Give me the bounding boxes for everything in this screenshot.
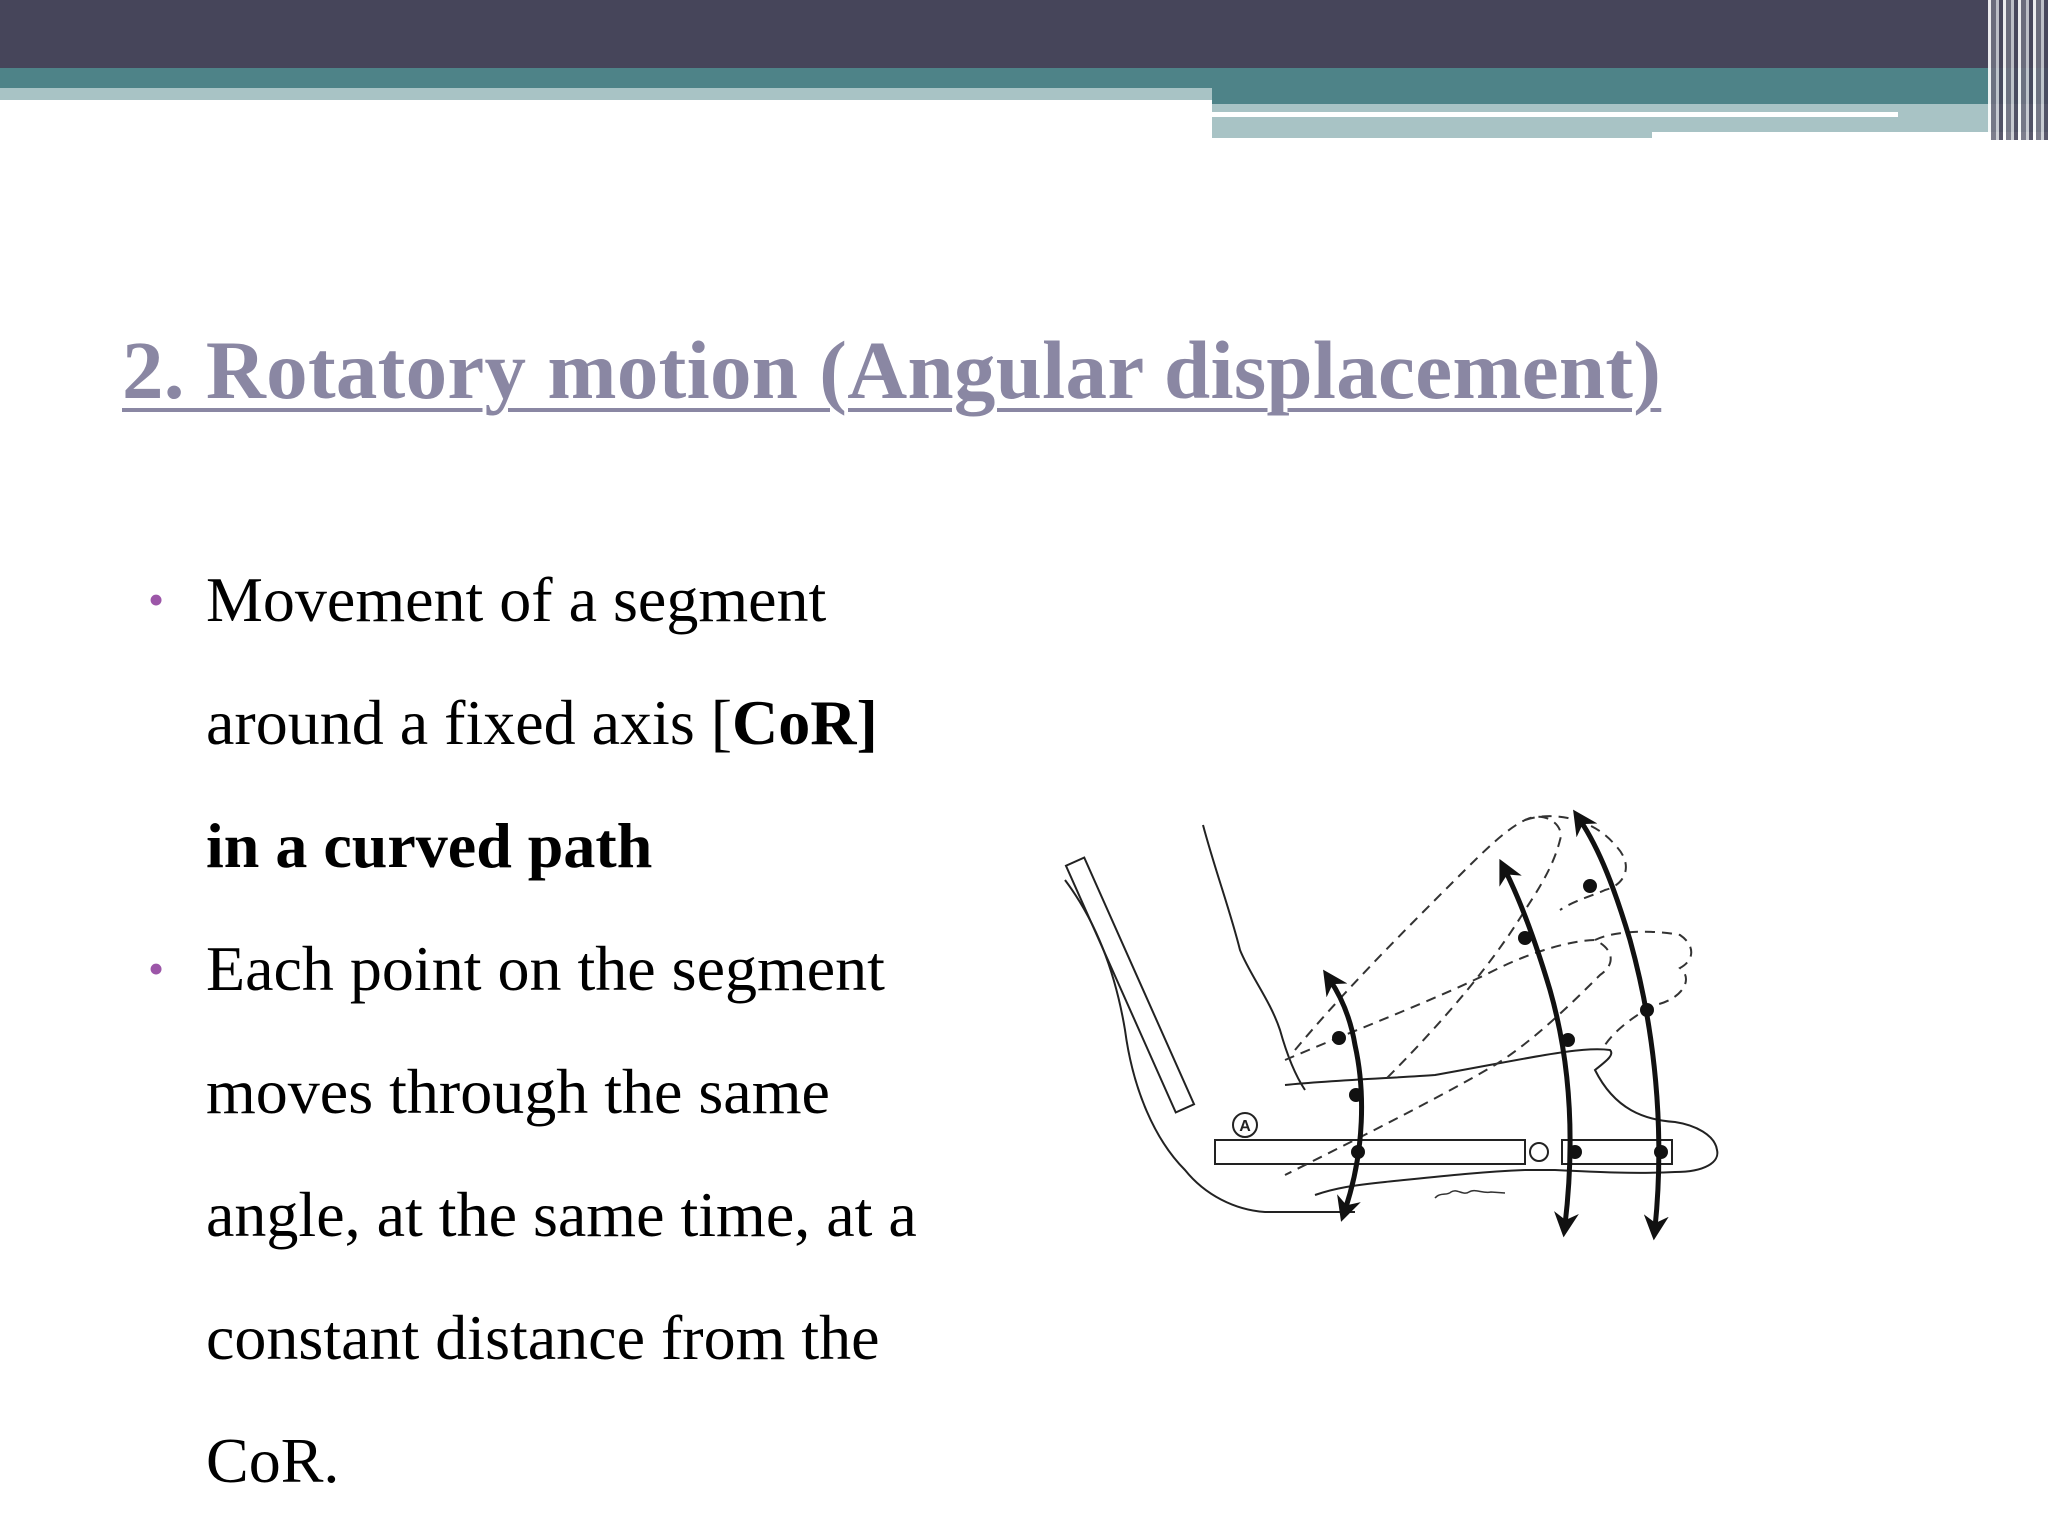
bullet-list <box>142 538 1002 1522</box>
bullet-line: angle, at the same time, at a <box>206 1179 917 1250</box>
bullet-text: around a fixed axis [ <box>206 687 733 758</box>
bullet-bold-text: CoR] <box>732 687 878 758</box>
bullet-line <box>206 661 1002 784</box>
bullet-dot-icon: • <box>148 574 165 625</box>
marker-a-icon <box>1233 1113 1257 1137</box>
header-dark-band <box>0 0 2048 68</box>
svg-text:A: A <box>1239 1118 1251 1135</box>
forearm-joint <box>1530 1143 1548 1161</box>
arc-point <box>1640 1003 1654 1017</box>
arc-point <box>1654 1145 1668 1159</box>
signature-scribble <box>1435 1191 1505 1198</box>
arc-point <box>1351 1145 1365 1159</box>
arc-point <box>1568 1145 1582 1159</box>
dashed-hand-position-2 <box>1525 816 1626 910</box>
bullet-item <box>142 538 1002 907</box>
elbow-flexion-diagram-icon <box>1055 800 1740 1250</box>
bullet-dot-icon: • <box>148 943 165 994</box>
header-divider-line <box>1212 112 1898 117</box>
bullet-line: moves through the same <box>206 1056 830 1127</box>
arc-point <box>1332 1031 1346 1045</box>
bullet-line: CoR. <box>206 1425 340 1496</box>
bullet-item <box>142 907 1002 1522</box>
upper-arm-outline <box>1065 880 1355 1212</box>
forearm-bar <box>1215 1140 1525 1164</box>
arc-point <box>1583 879 1597 893</box>
arc-point <box>1561 1033 1575 1047</box>
slide-title: 2. Rotatory motion (Angular displacement) <box>122 324 1662 416</box>
bullet-line: Movement of a segment <box>206 564 827 635</box>
upper-arm-bar <box>1066 858 1194 1113</box>
forearm-lower-outline <box>1315 1170 1525 1195</box>
bullet-line: constant distance from the <box>206 1302 880 1373</box>
bullet-line: Each point on the segment <box>206 933 885 1004</box>
arc-point <box>1349 1088 1363 1102</box>
arc-middle <box>1505 870 1570 1225</box>
header-light-band-left <box>0 88 1212 100</box>
bullet-line: in a curved path <box>206 810 653 881</box>
arc-point <box>1518 931 1532 945</box>
header-edge-stripes <box>1988 0 2048 140</box>
header-teal-band-right <box>1212 88 2048 104</box>
upper-arm-inner-outline <box>1203 825 1305 1090</box>
header-teal-band <box>0 68 2048 88</box>
